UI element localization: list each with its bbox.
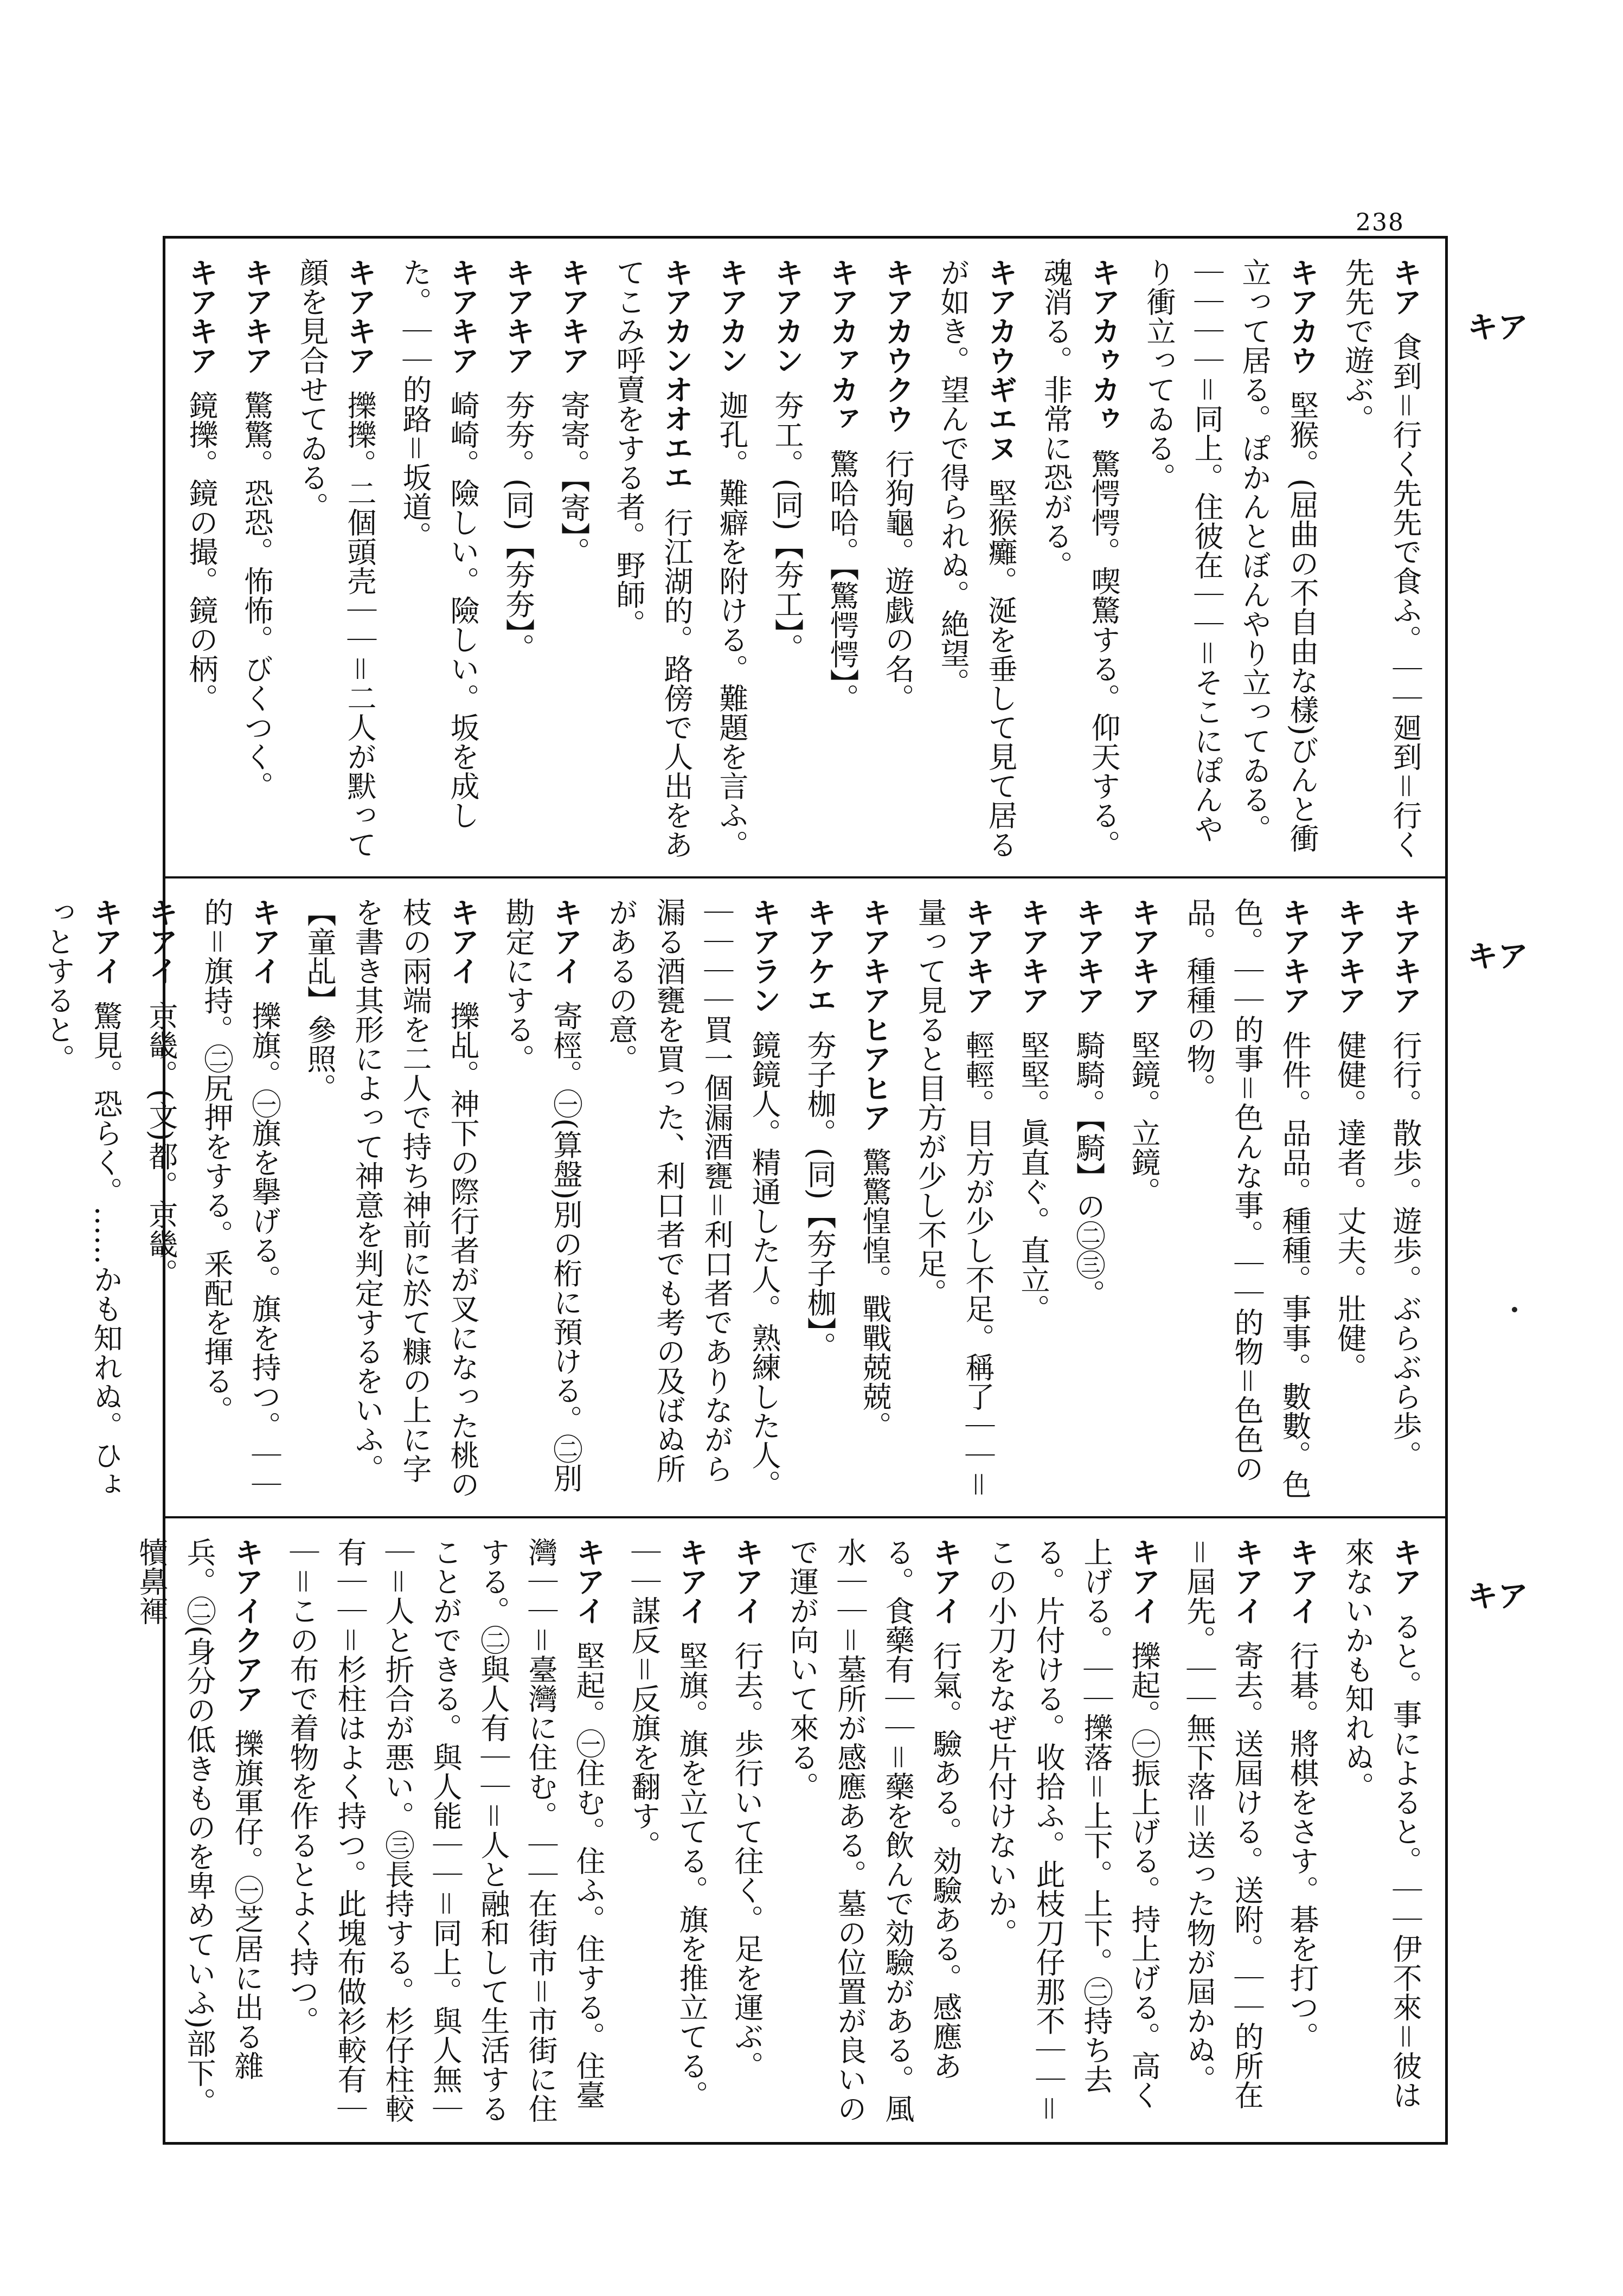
dictionary-entry xyxy=(1278,1537,1326,2128)
entry-headword: キアキア xyxy=(446,258,480,375)
entry-definition: 件件。品品。種種。事事。數數。色色。｜｜的事＝色んな事。｜｜的物＝色色の品。種種の物。 xyxy=(1182,897,1312,1499)
entry-headword: キア xyxy=(1388,1537,1422,1596)
entry-headword: キアイ xyxy=(89,897,123,985)
entry-headword: キアキア xyxy=(961,897,995,1015)
dictionary-entry xyxy=(1381,897,1429,1500)
dictionary-entry xyxy=(597,897,788,1500)
entry-definition: 騎騎。【騎】の㊁㊂。 xyxy=(1072,1030,1106,1309)
entry-definition: 夯夯。(同)【夯夯】。 xyxy=(501,390,535,663)
entry-headword: キアカンオオエエ xyxy=(659,258,694,492)
side-index-marker: キア xyxy=(1467,939,1528,974)
dictionary-entry xyxy=(1175,897,1318,1500)
entry-definition: 行江湖的。路傍で人出をあてこみ呼賣をする者。野師。 xyxy=(612,258,694,860)
dictionary-entry xyxy=(605,258,700,860)
dictionary-entry xyxy=(1120,897,1167,1500)
dictionary-entry xyxy=(1175,1537,1271,2128)
dictionary-entry xyxy=(1333,258,1429,860)
entry-definition: 擽旗。㊀旗を擧げる。旗を持つ。｜｜的＝旗持。㊁尻押をする。釆配を揮る。 xyxy=(200,897,281,1499)
entry-headword: キアイクアア xyxy=(230,1537,264,1713)
entry-headword: キアイ xyxy=(572,1537,606,1625)
dictionary-entry xyxy=(708,258,755,860)
entry-headword: キアキアヒアヒア xyxy=(858,897,892,1132)
dictionary-entry xyxy=(818,258,866,860)
dictionary-entry xyxy=(278,1537,612,2128)
entry-definition: 健健。達者。丈夫。壯健。 xyxy=(1333,1030,1367,1382)
entry-headword: キアキア xyxy=(1072,897,1106,1015)
entry-definition: 行碁。將棋をさす。碁を打つ。 xyxy=(1285,1641,1319,2051)
entry-definition: 夯子枷。(同)【夯子枷】。 xyxy=(803,1030,837,1361)
entry-headword: キアイ xyxy=(247,897,281,985)
entry-definition: 堅猴。(屈曲の不自由な樣)びんと衝立って居る。ぽかんとぼんやり立ってゐる。｜｜｜｜＝同上。住彼在｜｜＝そこにぽんやり衝立ってゐる。 xyxy=(1142,258,1319,853)
entry-definition: 行氣。驗ある。効驗ある。感應ある。食藥有｜｜＝藥を飲んで効驗がある。風水｜｜＝墓所が感應ある。墓の位置が良いので運が向いて來る。 xyxy=(785,1537,963,2123)
entry-definition: 擽旗軍仔。㊀芝居に出る雜兵。㊁(身分の低きものを卑めていふ)部下。犢鼻褌 xyxy=(134,1537,264,2117)
entry-headword: キアイ xyxy=(675,1537,709,1625)
entry-definition: 鏡擽。鏡の撮。鏡の柄。 xyxy=(184,390,219,713)
entry-definition: 寄桱。㊀(算盤)別の桁に預ける。㊁別勘定にする。 xyxy=(501,897,583,1493)
dictionary-entry xyxy=(549,258,597,860)
dictionary-entry xyxy=(288,258,383,860)
dictionary-entry xyxy=(851,897,899,1500)
entry-definition: 夯工。(同)【夯工】。 xyxy=(770,390,804,663)
entry-headword: キアイ xyxy=(144,897,178,985)
entry-headword: キアカン xyxy=(770,258,804,375)
dictionary-entry xyxy=(137,897,185,1500)
entry-headword: キアカゥカゥ xyxy=(1087,258,1121,433)
dictionary-entry xyxy=(778,1537,969,2128)
entry-headword: キアカン xyxy=(715,258,749,375)
dictionary-entry xyxy=(723,1537,771,2128)
entry-headword: キアイ xyxy=(1230,1537,1264,1625)
dictionary-entry xyxy=(1135,258,1326,860)
entry-headword: キアキア xyxy=(1016,897,1050,1015)
entry-headword: キアキア xyxy=(501,258,535,375)
dictionary-entry xyxy=(1326,897,1374,1500)
dictionary-entry xyxy=(34,897,130,1500)
entry-headword: キアイ xyxy=(928,1537,963,1625)
entry-definition: 驚見。恐らく。……かも知れぬ。ひょっとすると。 xyxy=(41,897,123,1499)
entry-definition: 迦孔。難癖を附ける。難題を言ふ。 xyxy=(715,390,749,860)
entry-definition: 擽擽。二個頭壳｜｜＝二人が默って顔を見合せてゐる。 xyxy=(295,258,377,860)
entry-headword: キアキア xyxy=(240,258,274,375)
entry-definition: 食到＝行く先先で食ふ。｜｜廻到＝行く先先で遊ぶ。 xyxy=(1340,258,1422,860)
entry-definition: 堅鏡。立鏡。 xyxy=(1127,1030,1161,1207)
section-middle xyxy=(41,878,1445,1518)
entry-headword: キアキア xyxy=(556,258,591,375)
dictionary-entry xyxy=(127,1537,271,2128)
dictionary-entry xyxy=(233,258,280,860)
side-index-marker: キア xyxy=(1467,1579,1528,1614)
entry-definition: 行狗龜。遊戯の名。 xyxy=(881,449,915,713)
entry-headword: キアイ xyxy=(549,897,583,985)
dictionary-entry xyxy=(796,897,843,1500)
dictionary-entry xyxy=(193,897,288,1500)
entry-definition: 寄去。送屆ける。送附。｜｜的所在＝屆先。｜｜無下落＝送った物が屆かぬ。 xyxy=(1182,1537,1264,2110)
dictionary-entry xyxy=(391,258,486,860)
entry-definition: 驚哈哈。【驚愕愕】。 xyxy=(825,449,859,713)
dictionary-entry xyxy=(1009,897,1057,1500)
dictionary-entry xyxy=(1032,258,1127,860)
dictionary-entry xyxy=(874,258,921,860)
entry-definition: 鏡鏡人。精通した人。熟練した人。｜｜｜｜買一個漏酒甕＝利口者でありながら漏る酒甕を買った、利口者でも考の及ばぬ所があるの意。 xyxy=(604,897,781,1499)
entry-list xyxy=(41,897,1429,1500)
entry-headword: キアカウ xyxy=(1285,258,1319,375)
entry-headword: キアカウクウ xyxy=(881,258,915,433)
entry-headword: キアイ xyxy=(1285,1537,1319,1625)
section-bottom xyxy=(134,1518,1445,2145)
entry-definition: 驚驚惶惶。戰戰兢兢。 xyxy=(858,1147,892,1441)
entry-headword: キアキア xyxy=(1333,897,1367,1015)
entry-headword: キアカウギエヌ xyxy=(984,258,1018,463)
page-number: 238 xyxy=(1356,209,1404,236)
dictionary-entry xyxy=(494,258,542,860)
entry-definition: 擽起。㊀振上げる。持上げる。高く上げる。｜｜擽落＝上下。上下。㊁持ち去る。片付ける。收拾ふ。此枝刀仔那不｜｜＝この小刀をなぜ片付けないか。 xyxy=(984,1537,1161,2123)
entry-definition: 京畿。(文)都。京畿。 xyxy=(144,1001,178,1288)
entry-headword: キアケエ xyxy=(803,897,837,1015)
side-index-marker: キア xyxy=(1467,310,1528,345)
dictionary-entry xyxy=(977,1537,1167,2128)
entry-headword: キアキア xyxy=(184,258,219,375)
entry-definition: 擽乩。神下の際行者が叉になった桃の枝の兩端を二人で持ち神前に於て糠の上に字を書き其形によって神意を判定するをいふ。【童乩】參照。 xyxy=(303,897,480,1499)
entry-definition: 驚愕愕。喫驚する。仰天する。魂消る。非常に恐がる。 xyxy=(1039,258,1121,860)
entry-headword: キアキア xyxy=(1278,897,1312,1015)
dictionary-entry xyxy=(620,1537,715,2128)
entry-list xyxy=(134,1537,1429,2128)
entry-headword: キアイ xyxy=(730,1537,764,1625)
entry-definition: 堅堅。眞直ぐ。直立。 xyxy=(1016,1030,1050,1324)
dictionary-entry xyxy=(494,897,589,1500)
section-top xyxy=(165,239,1445,878)
entry-definition: 行去。歩行いて往く。足を運ぶ。 xyxy=(730,1641,764,2081)
entry-list xyxy=(182,258,1429,860)
entry-headword: キアイ xyxy=(446,897,480,985)
entry-definition: 驚驚。恐恐。怖怖。びくつく。 xyxy=(240,390,274,801)
entry-headword: キアイ xyxy=(1127,1537,1161,1625)
dictionary-entry xyxy=(763,258,811,860)
dictionary-entry xyxy=(906,897,1002,1500)
entry-definition: 寄寄。【寄】。 xyxy=(556,390,591,567)
entry-headword: キアキア xyxy=(343,258,377,375)
entry-definition: 堅起。㊀住む。住ふ。住する。住臺灣｜｜＝臺灣に住む。｜｜在街市＝市街に住する。㊁與人有｜｜＝人と融和して生活することができる。與人能｜｜＝同上。與人無｜｜＝人と折合が悪い。㊂長持する。杉仔柱較有｜｜＝杉柱はよく持つ。此塊布做衫較有｜｜＝この布で着物を作るとよく持つ。 xyxy=(285,1537,606,2123)
entry-headword: キアラン xyxy=(747,897,781,1015)
margin-dot xyxy=(1512,1307,1517,1312)
dictionary-frame xyxy=(41,236,1448,2145)
entry-definition: 堅猴癱。涎を垂して見て居るが如き。望んで得られぬ。絶望。 xyxy=(936,258,1018,860)
entry-headword: キアキア xyxy=(1388,897,1422,1015)
dictionary-entry xyxy=(1064,897,1112,1500)
entry-headword: キア xyxy=(1388,258,1422,316)
entry-definition: 崎崎。險しい。險しい。坂を成した。｜｜的路＝坂道。 xyxy=(398,258,480,830)
entry-definition: ると。事によると。｜｜伊不來＝彼は來ないかも知れぬ。 xyxy=(1340,1537,1422,2110)
dictionary-entry xyxy=(177,258,225,860)
entry-definition: 行行。散歩。遊歩。ぶらぶら歩。 xyxy=(1388,1030,1422,1470)
entry-definition: 堅旗。旗を立てる。旗を推立てる。｜｜謀反＝反旗を翻す。 xyxy=(627,1537,709,2110)
entry-headword: キアカァカァ xyxy=(825,258,859,433)
dictionary-entry xyxy=(1333,1537,1429,2128)
entry-headword: キアキア xyxy=(1127,897,1161,1015)
dictionary-entry xyxy=(296,897,486,1500)
dictionary-entry xyxy=(929,258,1024,860)
entry-definition: 輕輕。目方が少し不足。稱了｜｜＝量って見ると目方が少し不足。 xyxy=(913,897,995,1499)
